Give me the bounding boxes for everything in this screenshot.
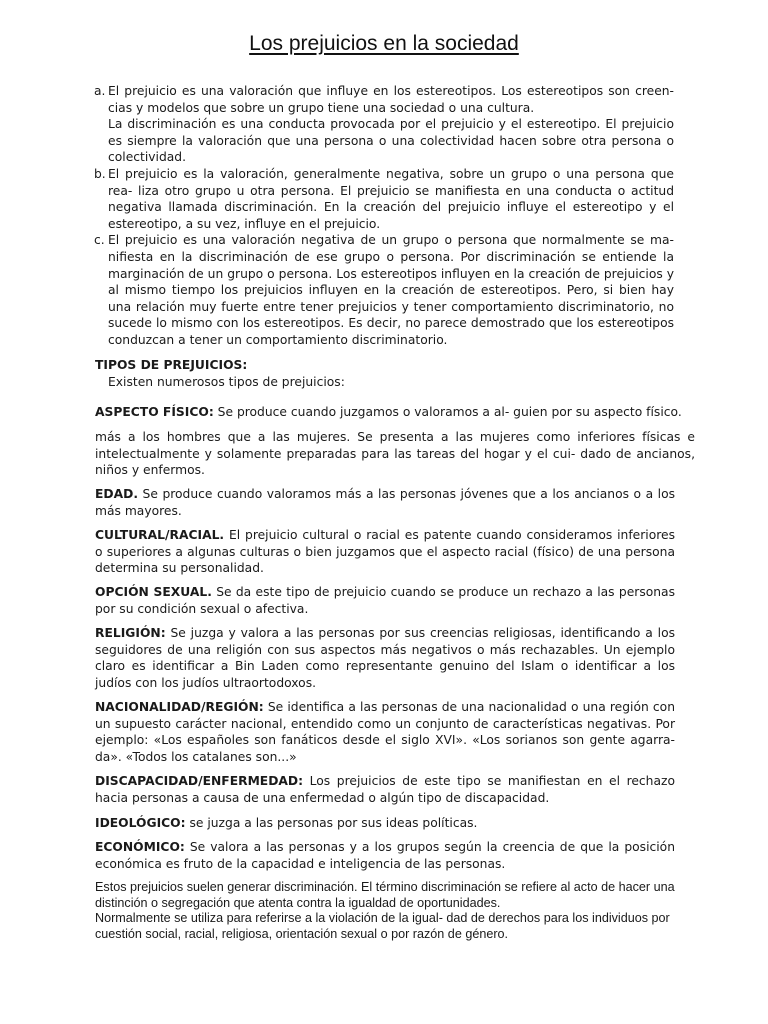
option-paragraph: El prejuicio es una valoración negativa de un grupo o persona que normalmente se ma- nifiesta en la discriminación de ese grupo o persona. Por discriminación se entiende la marginación de un grupo o persona. Los estereotipos influyen en la creación de prejuicios y al mismo tiempo los prejuicios influyen en la creación de estereotipos. Pero, si bien hay una relación muy fuerte entre tener prejuicios y tener comportamiento discriminatorio, no sucede lo mismo con los estereotipos. Es decir, no parece demostrado que los estereotipos conduzcan a tener un comportamiento discriminatorio. bbox=[108, 233, 674, 347]
option-marker: b. bbox=[94, 166, 106, 181]
section-text: Se produce cuando juzgamos o valoramos a al- guien por su aspecto físico. bbox=[213, 405, 682, 419]
section-aspecto-fisico bbox=[95, 404, 695, 421]
tipos-heading: TIPOS DE PREJUICIOS: bbox=[95, 358, 248, 372]
option-paragraph: La discriminación es una conducta provocada por el prejuicio y el estereotipo. El prejuicio es siempre la valoración que una persona o una colectividad hacen sobre otra persona o colectividad. bbox=[108, 117, 674, 165]
section-label: NACIONALIDAD/REGIÓN: bbox=[95, 700, 264, 714]
section-label: EDAD. bbox=[95, 487, 139, 501]
section-text: El prejuicio cultural o racial es patente cuando consideramos inferiores o superiores a algunas culturas o bien juzgamos que el aspecto racial (físico) de una persona determina su personalidad. bbox=[95, 528, 675, 576]
option-marker: a. bbox=[94, 84, 106, 98]
section-ideologico bbox=[95, 815, 675, 832]
closing-section bbox=[95, 880, 675, 942]
section-text: Se produce cuando valoramos más a las personas jóvenes que a los ancianos o a los más mayores. bbox=[95, 487, 675, 518]
tipos-intro: Existen numerosos tipos de prejuicios: bbox=[108, 374, 345, 389]
section-discapacidad bbox=[95, 773, 675, 806]
options-list bbox=[94, 83, 674, 349]
section-label: ECONÓMICO: bbox=[95, 840, 185, 854]
section-edad bbox=[95, 486, 675, 519]
option-marker: c. bbox=[94, 233, 105, 248]
tipos-section bbox=[95, 357, 695, 390]
section-label: IDEOLÓGICO: bbox=[95, 816, 186, 830]
section-label: ASPECTO FÍSICO: bbox=[95, 405, 214, 419]
section-text: Se identifica a las personas de una nacionalidad o una región con un supuesto carácter nacional, entendido como un conjunto de características negativas. Por ejemplo: «Los españoles son fanáticos desde el siglo XVI». «Los sorianos son gente agarra- da». «Todos los catalanes son...» bbox=[95, 700, 675, 764]
section-text: Se valora a las personas y a los grupos según la creencia de que la posición económica es fruto de la capacidad e inteligencia de las personas. bbox=[95, 840, 675, 871]
option-b bbox=[94, 166, 674, 232]
closing-paragraph: Normalmente se utiliza para referirse a la violación de la igual- dad de derechos para los individuos por cuestión social, racial, religiosa, orientación sexual o por razón de género. bbox=[95, 911, 670, 941]
section-text: Los prejuicios de este tipo se manifiestan en el rechazo hacia personas a causa de una enfermedad o algún tipo de discapacidad. bbox=[95, 774, 675, 805]
closing-paragraph: Estos prejuicios suelen generar discriminación. El término discriminación se refiere al acto de hacer una distinción o segregación que atenta contra la igualdad de oportunidades. bbox=[95, 880, 675, 910]
section-religion bbox=[95, 625, 675, 691]
section-opcion-sexual bbox=[95, 584, 675, 617]
section-label: RELIGIÓN: bbox=[95, 626, 166, 640]
section-label: OPCIÓN SEXUAL. bbox=[95, 585, 212, 599]
section-text: se juzga a las personas por sus ideas políticas. bbox=[185, 816, 478, 830]
section-text: Se da este tipo de prejuicio cuando se produce un rechazo a las personas por su condición sexual o afectiva. bbox=[95, 585, 675, 616]
section-nacionalidad bbox=[95, 699, 675, 765]
option-c bbox=[94, 232, 674, 348]
section-label: CULTURAL/RACIAL. bbox=[95, 528, 225, 542]
section-genero bbox=[95, 429, 695, 479]
page-title: Los prejuicios en la sociedad bbox=[249, 32, 519, 55]
section-text: más a los hombres que a las mujeres. Se presenta a las mujeres como inferiores físicas e intelectualmente y solamente preparadas para las tareas del hogar y el cui- dado de ancianos, niños y enfermos. bbox=[95, 430, 695, 478]
section-economico bbox=[95, 839, 675, 872]
section-text: Se juzga y valora a las personas por sus creencias religiosas, identificando a los seguidores de una religión con sus aspectos más negativos o más rechazables. Un ejemplo claro es identificar a Bin Laden como representante genuino del Islam o identificar a los judíos con los judíos ultraortodoxos. bbox=[95, 626, 675, 690]
option-paragraph: El prejuicio es una valoración que influye en los estereotipos. Los estereotipos son creen- cias y modelos que sobre un grupo tiene una sociedad o una cultura. bbox=[108, 84, 674, 115]
section-label: DISCAPACIDAD/ENFERMEDAD: bbox=[95, 774, 304, 788]
section-cultural-racial bbox=[95, 527, 675, 577]
option-paragraph: El prejuicio es la valoración, generalmente negativa, sobre un grupo o una persona que rea- liza otro grupo u otra persona. El prejuicio se manifiesta en una conducta o actitud negativa llamada discriminación. En la creación del prejuicio influye el estereotipo y el estereotipo, a su vez, influye en el prejuicio. bbox=[108, 166, 674, 231]
option-a bbox=[94, 83, 674, 166]
